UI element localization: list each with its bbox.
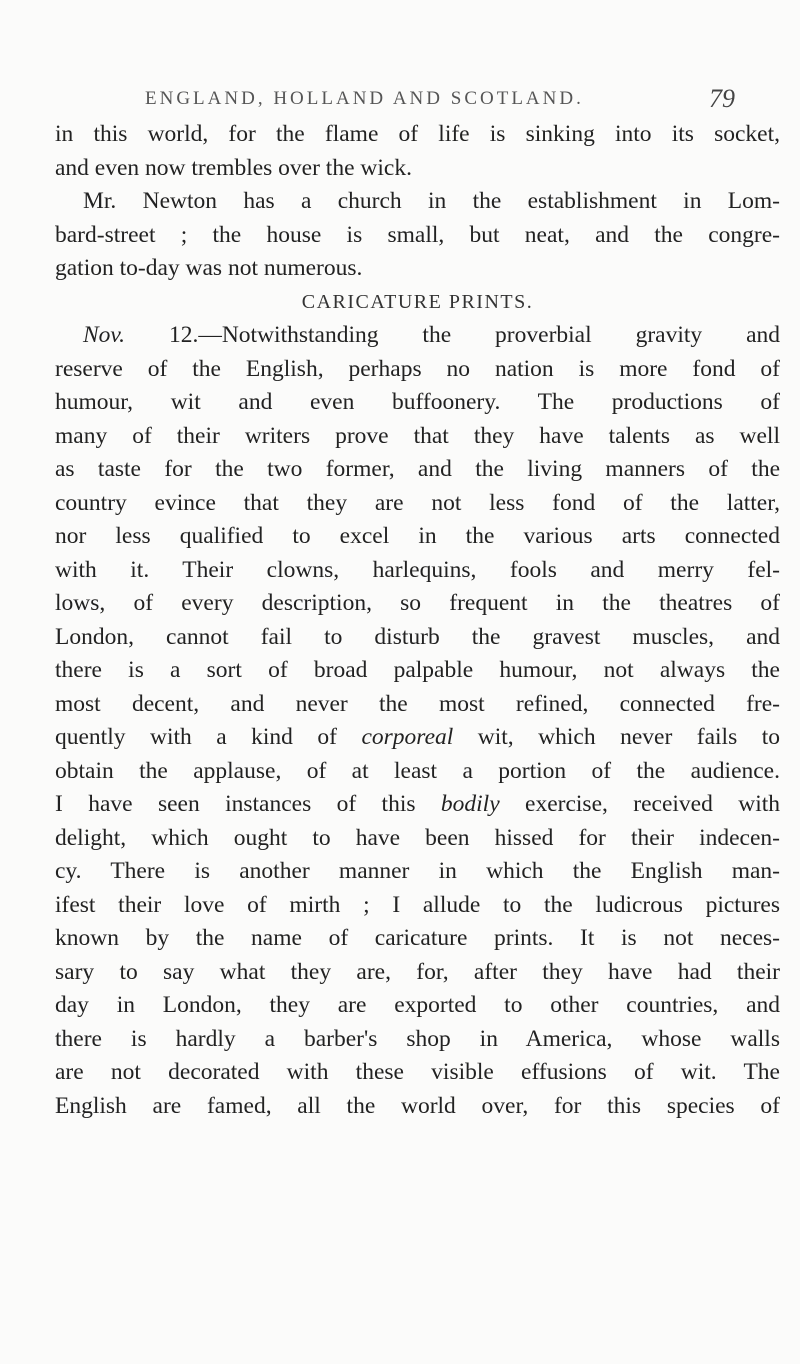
text-line: there is hardly a barber's shop in America, whose walls: [55, 1025, 780, 1052]
text-line: known by the name of caricature prints. It is not neces-: [55, 925, 780, 951]
section-heading: CARICATURE PRINTS.: [301, 290, 534, 313]
running-head: [0, 84, 800, 118]
text-line: London, cannot fail to disturb the gravest muscles, and: [55, 623, 780, 650]
text-line: Nov. 12.—Notwithstanding the proverbial gravity and: [83, 322, 780, 348]
text-line: gation to-day was not numerous.: [55, 255, 363, 281]
text-line: in this world, for the flame of life is sinking into its socket,: [55, 121, 780, 147]
text-line: day in London, they are exported to other countries, and: [55, 992, 780, 1018]
body-text: [55, 118, 780, 1123]
text-line: bard-street ; the house is small, but neat, and the congre-: [55, 221, 780, 248]
text-line: Mr. Newton has a church in the establishment in Lom-: [83, 188, 780, 214]
text-line: lows, of every description, so frequent in the theatres of: [55, 590, 780, 616]
text-line: obtain the applause, of at least a portion of the audience.: [55, 757, 780, 784]
text-line: nor less qualified to excel in the various arts connected: [55, 523, 780, 549]
text-line: and even now trembles over the wick.: [55, 154, 412, 181]
text-line: delight, which ought to have been hissed for their indecen-: [55, 824, 780, 851]
text-line: quently with a kind of corporeal wit, which never fails to: [55, 724, 780, 750]
text-line: cy. There is another manner in which the English man-: [55, 858, 780, 884]
text-line: many of their writers prove that they have talents as well: [55, 422, 780, 449]
text-line: English are famed, all the world over, for this species of: [55, 1092, 780, 1119]
text-line: country evince that they are not less fond of the latter,: [55, 489, 780, 516]
text-line: there is a sort of broad palpable humour, not always the: [55, 657, 780, 683]
text-line: are not decorated with these visible effusions of wit. The: [55, 1059, 780, 1085]
text-line: most decent, and never the most refined, connected fre-: [55, 690, 780, 717]
text-line: with it. Their clowns, harlequins, fools and merry fel-: [55, 556, 780, 583]
text-line: I have seen instances of this bodily exercise, received with: [55, 791, 780, 817]
text-line: humour, wit and even buffoonery. The productions of: [55, 389, 780, 415]
text-line: ifest their love of mirth ; I allude to the ludicrous pictures: [55, 891, 780, 918]
text-line: reserve of the English, perhaps no nation is more fond of: [55, 355, 780, 382]
text-line: sary to say what they are, for, after they have had their: [55, 958, 780, 985]
text-line: as taste for the two former, and the living manners of the: [55, 456, 780, 482]
running-title: ENGLAND, HOLLAND AND SCOTLAND.: [145, 88, 584, 109]
page-number: 79: [709, 84, 735, 113]
